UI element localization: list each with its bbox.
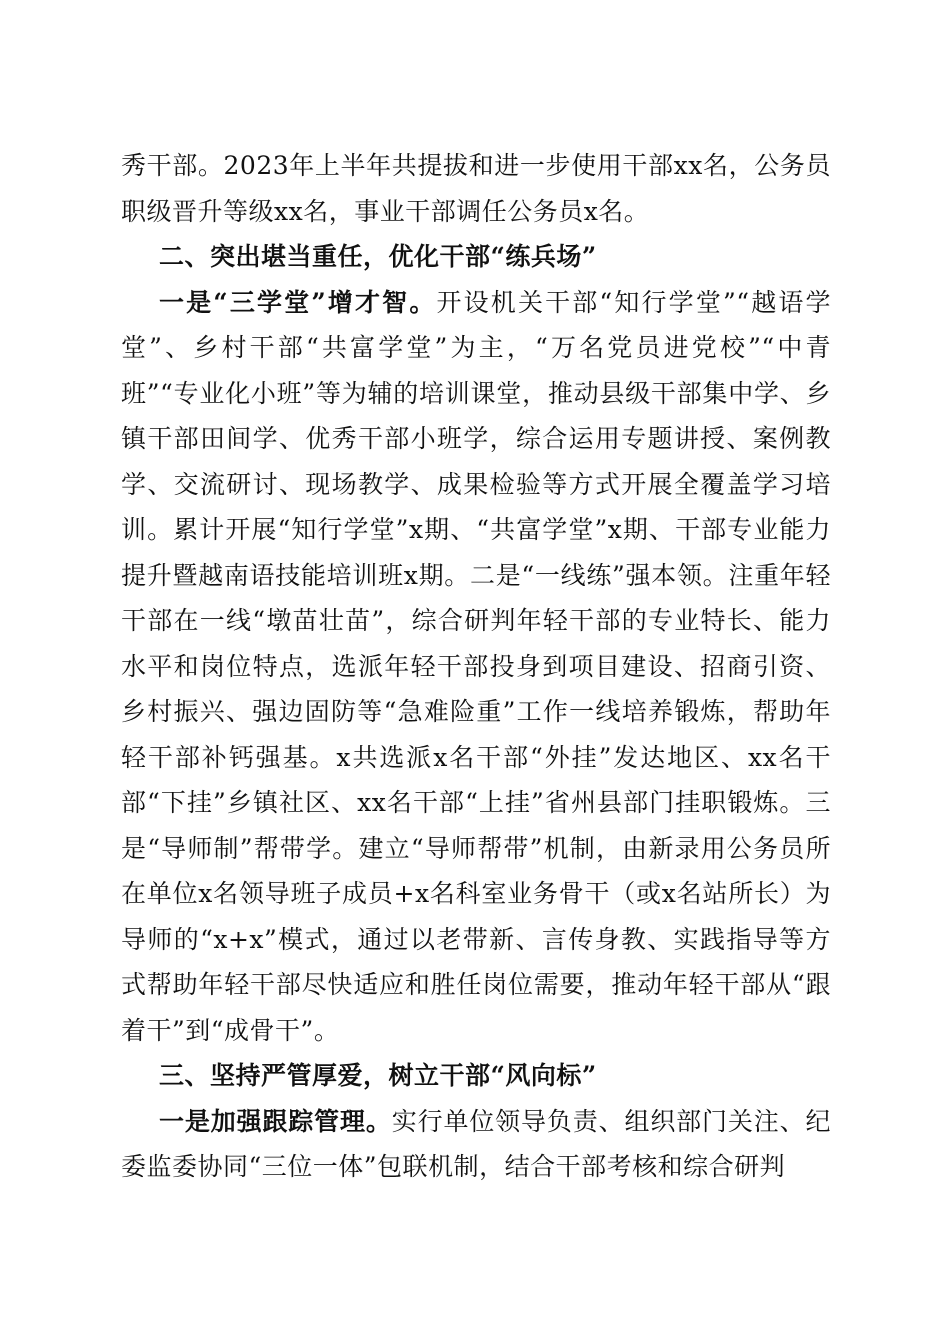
document-body [121,143,831,1190]
section-2-paragraph [121,280,831,1054]
section-3-paragraph [121,1099,831,1190]
section-2-body-text: 开设机关干部“知行学堂”“越语学堂”、乡村干部“共富学堂”为主，“万名党员进党校”“中青班”“专业化小班”等为辅的培训课堂，推动县级干部集中学、乡镇干部田间学、优秀干部小班学，综合运用专题讲授、案例教学、交流研讨、现场教学、成果检验等方式开展全覆盖学习培训。累计开展“知行学堂”x期、“共富学堂”x期、干部专业能力提升暨越南语技能培训班x期。二是“一线练”强本领。注重年轻干部在一线“墩苗壮苗”，综合研判年轻干部的专业特长、能力水平和岗位特点，选派年轻干部投身到项目建设、招商引资、乡村振兴、强边固防等“急难险重”工作一线培养锻炼，帮助年轻干部补钙强基。x共选派x名干部“外挂”发达地区、xx名干部“下挂”乡镇社区、xx名干部“上挂”省州县部门挂职锻炼。三是“导师制”帮带学。建立“导师帮带”机制，由新录用公务员所在单位x名领导班子成员+x名科室业务骨干（或x名站所长）为导师的“x+x”模式，通过以老带新、言传身教、实践指导等方式帮助年轻干部尽快适应和胜任岗位需要，推动年轻干部从“跟着干”到“成骨干”。 [121,287,832,1045]
section-heading-3: 三、坚持严管厚爱，树立干部“风向标” [159,1061,597,1090]
section-3-body-text: 实行单位领导负责、组织部门关注、纪委监委协同“三位一体”包联机制，结合干部考核和综合研判 [121,1106,831,1181]
section-3-lead-text: 一是加强跟踪管理。 [159,1106,392,1136]
section-heading-2: 二、突出堪当重任，优化干部“练兵场” [159,242,597,271]
section-2-lead-text: 一是“三学堂”增才智。 [159,287,437,317]
intro-paragraph: 秀干部。2023年上半年共提拔和进一步使用干部xx名，公务员职级晋升等级xx名，事业干部调任公务员x名。 [121,151,831,226]
